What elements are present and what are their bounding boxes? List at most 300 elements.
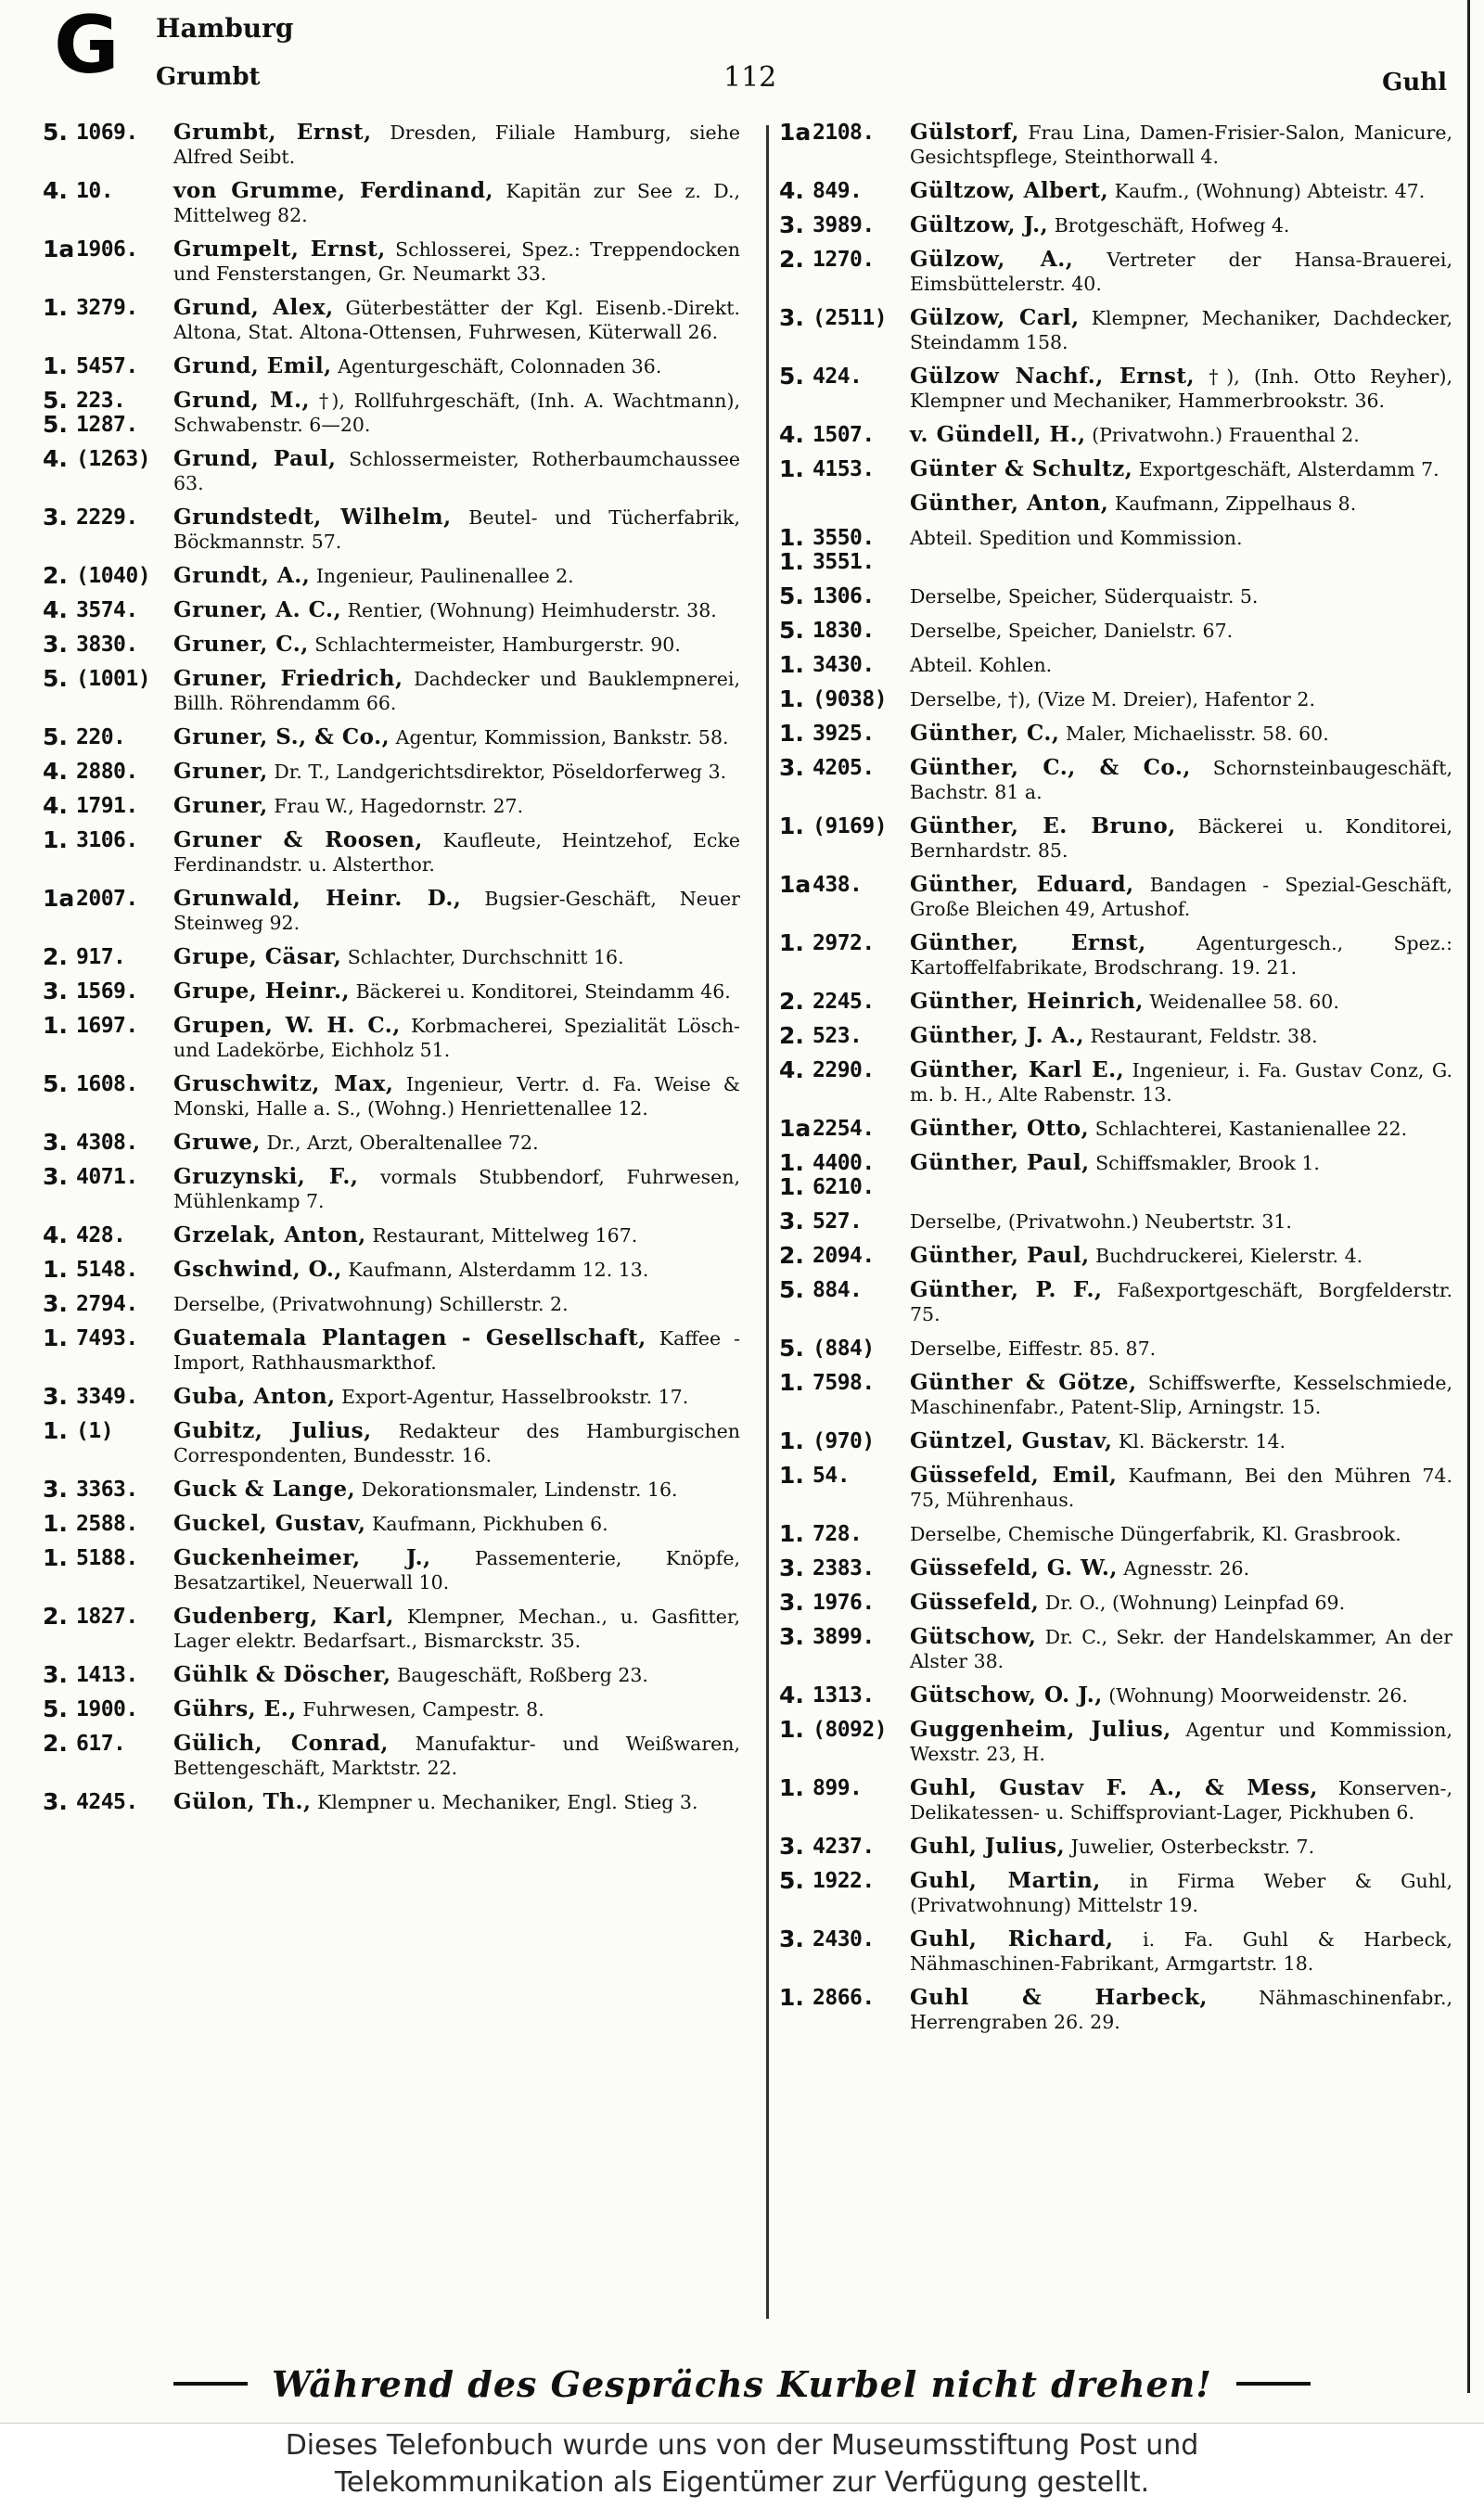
exchange-office: 1. (779, 813, 804, 839)
directory-entry (779, 814, 1452, 863)
subscriber-name: Günther, P. F., (910, 1277, 1103, 1302)
phone-number: 2094. (812, 1244, 875, 1268)
phone-number: (1) (76, 1419, 114, 1443)
subscriber-name: Gülich, Conrad, (173, 1731, 389, 1756)
subscriber-detail: Abteil. Spedition und Kommission. (910, 527, 1243, 549)
directory-entry (779, 1117, 1452, 1141)
subscriber-detail: Kl. Bäckerstr. 14. (1119, 1430, 1286, 1452)
directory-entry (779, 1835, 1452, 1859)
directory-entry (43, 296, 740, 344)
entry-text (910, 1371, 1452, 1419)
subscriber-name: Gruzynski, F., (173, 1164, 359, 1189)
directory-entry (779, 1024, 1452, 1048)
subscriber-detail: Dekorationsmaler, Lindenstr. 16. (361, 1478, 678, 1501)
directory-entry (43, 1697, 740, 1721)
phone-number: 2254. (812, 1117, 875, 1141)
phone-number: 54. (812, 1464, 851, 1488)
phone-number: 1830. (812, 619, 875, 643)
subscriber-detail: Ingenieur, Paulinenallee 2. (315, 565, 574, 587)
phone-number: 2794. (76, 1292, 138, 1316)
directory-entry (779, 1776, 1452, 1824)
exchange-office: 1. (779, 1520, 804, 1547)
subscriber-detail: Restaurant, Mittelweg 167. (372, 1224, 638, 1247)
phone-number: 899. (812, 1776, 863, 1800)
entry-text (910, 814, 1452, 863)
exchange-office: 3. (43, 1788, 68, 1815)
phone-number: 1791. (76, 794, 138, 818)
exchange-office: 5. (779, 582, 804, 609)
directory-entry (779, 121, 1452, 169)
phone-number: 2866. (812, 1986, 875, 2010)
subscriber-detail: Klempner, Mechaniker, Dachdecker, Steindamm 158. (910, 307, 1452, 353)
exchange-office: 5. (43, 723, 68, 750)
directory-entry (779, 1209, 1452, 1234)
subscriber-detail: Derselbe, (Privatwohnung) Schillerstr. 2. (173, 1293, 569, 1315)
exchange-office: 2. (43, 1603, 68, 1630)
exchange-office: 3. (779, 754, 804, 781)
exchange-office: 1. (43, 1324, 68, 1351)
subscriber-detail: Brotgeschäft, Hofweg 4. (1054, 214, 1290, 237)
section-letter: G (54, 0, 120, 92)
directory-entry (779, 1986, 1452, 2034)
entry-text (173, 979, 740, 1004)
directory-entry (779, 457, 1452, 481)
subscriber-detail: Bäckerei u. Konditorei, Bernhardstr. 85. (910, 815, 1452, 862)
directory-entry (43, 1072, 740, 1120)
exchange-office: 2. (779, 246, 804, 273)
entry-text (910, 687, 1452, 711)
entry-text (910, 179, 1452, 203)
phone-number: 3279. (76, 296, 138, 320)
exchange-office: 1. (779, 1716, 804, 1743)
exchange-office: 3. (43, 1163, 68, 1190)
directory-entry (43, 1732, 740, 1780)
entry-text (910, 526, 1452, 550)
subscriber-name: Gütschow, O. J., (910, 1683, 1103, 1708)
directory-entry (43, 887, 740, 935)
directory-entry (779, 1683, 1452, 1708)
subscriber-name: Günther, C., & Co., (910, 755, 1191, 780)
phone-number: (884) (812, 1337, 875, 1361)
directory-entry (779, 365, 1452, 413)
directory-entry (43, 1014, 740, 1062)
subscriber-name: Gülzow, Carl, (910, 305, 1080, 330)
subscriber-name: Guhl, Julius, (910, 1834, 1066, 1859)
exchange-office: 4. (779, 421, 804, 448)
entry-text (173, 121, 740, 169)
exchange-office: 5. (43, 1695, 68, 1722)
entry-text (910, 213, 1452, 237)
subscriber-detail: Redakteur des Hamburgischen Correspondenten, Bundesstr. 16. (173, 1420, 740, 1466)
exchange-office: 4. (43, 758, 68, 785)
phone-number: 7493. (76, 1326, 138, 1350)
phone-number: 2229. (76, 505, 138, 530)
phone-number: 1569. (76, 979, 138, 1004)
subscriber-detail: Kapitän zur See z. D., Mittelweg 82. (173, 180, 740, 226)
subscriber-name: Gülstorf, (910, 121, 1020, 145)
subscriber-name: Grupe, Cäsar, (173, 944, 342, 969)
column-divider (766, 125, 769, 2319)
exchange-office: 3. (43, 631, 68, 658)
subscriber-name: Guckenheimer, J., (173, 1545, 431, 1570)
entry-text (910, 423, 1452, 447)
exchange-office: 4. (43, 792, 68, 819)
entry-text (173, 564, 740, 588)
subscriber-detail: Agenturgeschäft, Colonnaden 36. (338, 355, 662, 377)
footer-banner (0, 2356, 1484, 2412)
subscriber-detail: Schornsteinbaugeschäft, Bachstr. 81 a. (910, 757, 1452, 803)
phone-number: 1313. (812, 1683, 875, 1708)
phone-number: 438. (812, 873, 863, 897)
exchange-office: 3. (779, 1926, 804, 1952)
subscriber-detail: Ingenieur, Vertr. d. Fa. Weise & Monski, Halle a. S., (Wohng.) Henriettenallee 12. (173, 1073, 740, 1120)
exchange-office: 1a (779, 121, 812, 146)
exchange-office: 4. (43, 445, 68, 472)
entry-text (910, 306, 1452, 354)
entry-text (910, 1718, 1452, 1766)
directory-entry (779, 213, 1452, 237)
exchange-office: 2. (779, 1022, 804, 1049)
exchange-office: 3. (779, 1555, 804, 1581)
phone-number: 3550. 3551. (812, 526, 875, 574)
phone-number: 527. (812, 1209, 863, 1234)
entry-text (173, 237, 740, 286)
subscriber-detail: Baugeschäft, Roßberg 23. (397, 1664, 648, 1686)
subscriber-detail: Abteil. Kohlen. (910, 654, 1053, 676)
subscriber-detail: Schlachterei, Kastanienallee 22. (1094, 1118, 1408, 1140)
phone-number: 2245. (812, 990, 875, 1014)
exchange-office: 3. (43, 1129, 68, 1156)
subscriber-detail: Schlosserei, Spez.: Treppendocken und Fensterstangen, Gr. Neumarkt 33. (173, 238, 740, 285)
exchange-office: 3. (43, 504, 68, 531)
exchange-office: 2. (43, 1730, 68, 1757)
directory-entry (43, 760, 740, 784)
entry-text (173, 389, 740, 437)
exchange-office: 1. (43, 1012, 68, 1039)
phone-number: 2108. (812, 121, 875, 145)
phone-number: 728. (812, 1522, 863, 1546)
subscriber-name: Gülzow Nachf., Ernst, (910, 364, 1195, 389)
subscriber-detail: Vertreter der Hansa-Brauerei, Eimsbüttelerstr. 40. (910, 249, 1452, 295)
directory-entry (779, 1278, 1452, 1326)
last-entry-name: Guhl (1382, 69, 1447, 96)
exchange-office: 1. (779, 1427, 804, 1454)
entry-text (173, 828, 740, 877)
entry-text (173, 1385, 740, 1409)
subscriber-name: Guba, Anton, (173, 1384, 336, 1409)
directory-entry (43, 389, 740, 437)
entry-text (173, 1605, 740, 1653)
entry-text (910, 1683, 1452, 1708)
phone-number: 3925. (812, 722, 875, 746)
subscriber-name: Gudenberg, Karl, (173, 1604, 394, 1629)
entry-text (910, 619, 1452, 643)
phone-number: (1263) (76, 447, 151, 471)
subscriber-name: Gruner, S., & Co., (173, 724, 390, 749)
exchange-office: 4. (43, 1222, 68, 1248)
exchange-office: 5. (779, 1276, 804, 1303)
directory-entry (43, 1165, 740, 1213)
entry-text (173, 598, 740, 622)
subscriber-name: v. Gündell, H., (910, 422, 1086, 447)
phone-number: 917. (76, 945, 126, 969)
subscriber-name: Guck & Lange, (173, 1477, 356, 1502)
subscriber-detail: Weidenallee 58. 60. (1149, 991, 1339, 1013)
subscriber-detail: Schlossermeister, Rotherbaumchaussee 63. (173, 448, 740, 494)
subscriber-detail: Export-Agentur, Hasselbrookstr. 17. (341, 1386, 689, 1408)
subscriber-detail: Schiffsmakler, Brook 1. (1095, 1152, 1320, 1174)
directory-entry (43, 598, 740, 622)
exchange-office: 1. (779, 1774, 804, 1801)
entry-text (173, 1292, 740, 1316)
entry-text (173, 1165, 740, 1213)
subscriber-name: Güssefeld, (910, 1590, 1040, 1615)
subscriber-detail: Konserven-, Delikatessen- u. Schiffsproviant-Lager, Pickhuben 6. (910, 1777, 1452, 1823)
subscriber-name: Günther, Heinrich, (910, 989, 1144, 1014)
subscriber-name: Gruner, A. C., (173, 597, 342, 622)
directory-entry (779, 687, 1452, 711)
directory-entry (779, 756, 1452, 804)
phone-number: (9169) (812, 814, 888, 838)
subscriber-name: Gruner & Roosen, (173, 827, 423, 852)
page-edge-rule (1467, 0, 1470, 2393)
exchange-office: 3. (779, 1623, 804, 1650)
directory-entry (779, 248, 1452, 296)
directory-entry (43, 1326, 740, 1375)
phone-number: 4071. (76, 1165, 138, 1189)
subscriber-name: Günther & Götze, (910, 1370, 1137, 1395)
exchange-office: 2. (779, 988, 804, 1015)
subscriber-detail: Schlachter, Durchschnitt 16. (347, 946, 624, 968)
entry-text (910, 1278, 1452, 1326)
phone-number: 1697. (76, 1014, 138, 1038)
subscriber-detail: Frau W., Hagedornstr. 27. (274, 795, 524, 817)
directory-entry (43, 447, 740, 495)
exchange-office: 4. (779, 1056, 804, 1083)
exchange-office: 5. 5. (43, 387, 68, 438)
entry-text (173, 296, 740, 344)
subscriber-name: Grund, Alex, (173, 295, 334, 320)
credit-line-2: Telekommunikation als Eigentümer zur Verfügung gestellt. (334, 2466, 1150, 2499)
subscriber-name: Gruner, (173, 793, 268, 818)
subscriber-detail: Agenturgesch., Spez.: Kartoffelfabrikate, Brodschrang. 19. 21. (910, 932, 1452, 979)
entry-text (173, 667, 740, 715)
phone-number: 1306. (812, 584, 875, 608)
subscriber-detail: i. Fa. Guhl & Harbeck, Nähmaschinen-Fabrikant, Armgartstr. 18. (910, 1928, 1452, 1975)
exchange-office: 1a (43, 236, 75, 262)
phone-number: 223. 1287. (76, 389, 138, 437)
subscriber-name: Günther, Eduard, (910, 872, 1134, 897)
directory-entry (43, 564, 740, 588)
subscriber-detail: Rentier, (Wohnung) Heimhuderstr. 38. (347, 599, 717, 621)
subscriber-detail: Maler, Michaelisstr. 58. 60. (1065, 723, 1329, 745)
phone-number: 5188. (76, 1546, 138, 1570)
exchange-office: 4. (43, 177, 68, 204)
exchange-office: 1. (43, 1510, 68, 1537)
phone-number: 3430. (812, 653, 875, 677)
directory-entry (43, 1385, 740, 1409)
banner-rule-left (173, 2382, 248, 2386)
subscriber-detail: Bäckerei u. Konditorei, Steindamm 46. (355, 980, 731, 1003)
exchange-office: 3. (779, 211, 804, 238)
subscriber-name: Gühlk & Döscher, (173, 1662, 391, 1687)
subscriber-name: Günter & Schultz, (910, 456, 1133, 481)
phone-number: 3574. (76, 598, 138, 622)
directory-entry (779, 1556, 1452, 1580)
entry-text (910, 1151, 1452, 1175)
subscriber-name: Gührs, E., (173, 1696, 297, 1721)
subscriber-name: Grumbt, Ernst, (173, 121, 372, 145)
subscriber-detail: †), (Inh. Otto Reyher), Klempner und Mechaniker, Hammerbrookstr. 36. (910, 365, 1452, 412)
directory-entry (779, 1522, 1452, 1546)
phone-number: 884. (812, 1278, 863, 1302)
subscriber-name: Grunwald, Heinr. D., (173, 886, 462, 911)
directory-entry (779, 1927, 1452, 1976)
entry-text (173, 1131, 740, 1155)
phone-number: 1900. (76, 1697, 138, 1721)
exchange-office: 3. (779, 1833, 804, 1860)
phone-number: 3363. (76, 1478, 138, 1502)
subscriber-detail: Bandagen - Spezial-Geschäft, Große Bleichen 49, Artushof. (910, 874, 1452, 920)
subscriber-detail: Dachdecker und Bauklempnerei, Billh. Röhrendamm 66. (173, 668, 740, 714)
subscriber-name: Günther, Paul, (910, 1243, 1090, 1268)
subscriber-detail: Beutel- und Tücherfabrik, Böckmannstr. 57. (173, 506, 740, 553)
directory-entry (779, 1337, 1452, 1361)
credit-note (0, 2423, 1484, 2508)
entry-text (910, 1209, 1452, 1234)
subscriber-detail: Nähmaschinenfabr., Herrengraben 26. 29. (910, 1987, 1452, 2033)
exchange-office: 2. (43, 562, 68, 589)
subscriber-name: Guggenheim, Julius, (910, 1717, 1171, 1742)
subscriber-name: Günther, Ernst, (910, 930, 1146, 955)
entry-text (910, 931, 1452, 979)
phone-number: 3349. (76, 1385, 138, 1409)
banner-text: Während des Gesprächs Kurbel nicht drehen! (272, 2362, 1212, 2405)
phone-number: 2290. (812, 1058, 875, 1082)
subscriber-detail: Kaufmann, Zippelhaus 8. (1114, 493, 1357, 515)
subscriber-detail: (Privatwohn.) Frauenthal 2. (1092, 424, 1360, 446)
exchange-office: 1. (779, 720, 804, 747)
phone-number: 3989. (812, 213, 875, 237)
directory-entry (43, 794, 740, 818)
entry-text (173, 505, 740, 554)
subscriber-name: Grzelak, Anton, (173, 1222, 366, 1248)
exchange-office: 1. (779, 685, 804, 712)
subscriber-name: Grumpelt, Ernst, (173, 237, 386, 262)
phone-number: 849. (812, 179, 863, 203)
directory-entry (779, 1371, 1452, 1419)
directory-entry (779, 1869, 1452, 1917)
subscriber-name: Gütschow, (910, 1624, 1037, 1649)
entry-text (910, 365, 1452, 413)
entry-text (910, 1776, 1452, 1824)
directory-entry (43, 1258, 740, 1282)
subscriber-name: Guhl, Martin, (910, 1868, 1101, 1893)
subscriber-name: Grupe, Heinr., (173, 979, 351, 1004)
page-number: 112 (723, 61, 777, 94)
entry-text (910, 121, 1452, 169)
subscriber-detail: Schiffswerfte, Kesselschmiede, Maschinenfabr., Patent-Slip, Arningstr. 15. (910, 1372, 1452, 1418)
directory-entry (43, 1131, 740, 1155)
subscriber-detail: Schlachtermeister, Hamburgerstr. 90. (314, 633, 681, 656)
directory-entry (779, 1244, 1452, 1268)
exchange-office: 3. (779, 304, 804, 331)
exchange-office: 5. (779, 363, 804, 390)
exchange-office: 1. (43, 1256, 68, 1283)
subscriber-detail: vormals Stubbendorf, Fuhrwesen, Mühlenkamp 7. (173, 1166, 740, 1212)
entry-text (910, 1927, 1452, 1976)
entry-text (173, 179, 740, 227)
exchange-office: 1a (43, 885, 75, 912)
subscriber-name: Günther, Anton, (910, 491, 1109, 516)
directory-entry (779, 619, 1452, 643)
exchange-office: 3. (779, 1208, 804, 1235)
directory-entry (43, 1512, 740, 1536)
subscriber-name: Güssefeld, Emil, (910, 1463, 1118, 1488)
exchange-office: 5. (779, 617, 804, 644)
directory-entry (43, 237, 740, 286)
subscriber-name: Gültzow, Albert, (910, 178, 1109, 203)
directory-entry (779, 1591, 1452, 1615)
phone-number: (1001) (76, 667, 151, 691)
subscriber-name: Grund, Paul, (173, 446, 337, 471)
subscriber-detail: Kaufmann, Bei den Mühren 74. 75, Mührenhaus. (910, 1465, 1452, 1511)
subscriber-name: Güssefeld, G. W., (910, 1555, 1118, 1580)
phone-number: 3899. (812, 1625, 875, 1649)
phone-number: 10. (76, 179, 114, 203)
directory-entry (43, 1605, 740, 1653)
subscriber-detail: Fuhrwesen, Campestr. 8. (302, 1698, 544, 1721)
phone-number: 4400. 6210. (812, 1151, 875, 1199)
subscriber-detail: Dr. T., Landgerichtsdirektor, Pöseldorferweg 3. (274, 761, 727, 783)
entry-text (173, 725, 740, 749)
entry-text (910, 990, 1452, 1014)
subscriber-detail: Exportgeschäft, Alsterdamm 7. (1138, 458, 1439, 480)
subscriber-name: Gubitz, Julius, (173, 1418, 372, 1443)
exchange-office: 3. (779, 1589, 804, 1616)
subscriber-detail: Derselbe, Speicher, Süderquaistr. 5. (910, 585, 1259, 608)
exchange-office: 5. (43, 665, 68, 692)
phone-number: 1906. (76, 237, 138, 262)
directory-entry (779, 1625, 1452, 1673)
phone-number: 2430. (812, 1927, 875, 1951)
directory-entry (779, 873, 1452, 921)
subscriber-name: Günther, E. Bruno, (910, 813, 1176, 838)
phone-number: 4153. (812, 457, 875, 481)
exchange-office: 1. (779, 1984, 804, 2011)
entry-text (173, 447, 740, 495)
directory-entry (43, 179, 740, 227)
phone-number: 4245. (76, 1790, 138, 1814)
phone-number: 2880. (76, 760, 138, 784)
entry-text (173, 1790, 740, 1814)
phone-number: 1976. (812, 1591, 875, 1615)
subscriber-name: Gülon, Th., (173, 1789, 312, 1814)
subscriber-detail: Agnesstr. 26. (1123, 1557, 1250, 1580)
subscriber-detail: Ingenieur, i. Fa. Gustav Conz, G. m. b. H., Alte Rabenstr. 13. (910, 1059, 1452, 1106)
exchange-office: 1. 1. (779, 524, 804, 575)
entry-text (910, 873, 1452, 921)
subscriber-name: Grund, M., (173, 388, 311, 413)
directory-entry (779, 1151, 1452, 1199)
subscriber-name: Günther, J. A., (910, 1023, 1084, 1048)
subscriber-name: Grundt, A., (173, 563, 311, 588)
entry-text (173, 1258, 740, 1282)
city-heading: Hamburg (156, 13, 294, 44)
exchange-office: 5. (779, 1335, 804, 1362)
entry-text (910, 584, 1452, 608)
exchange-office: 1. (779, 1369, 804, 1396)
